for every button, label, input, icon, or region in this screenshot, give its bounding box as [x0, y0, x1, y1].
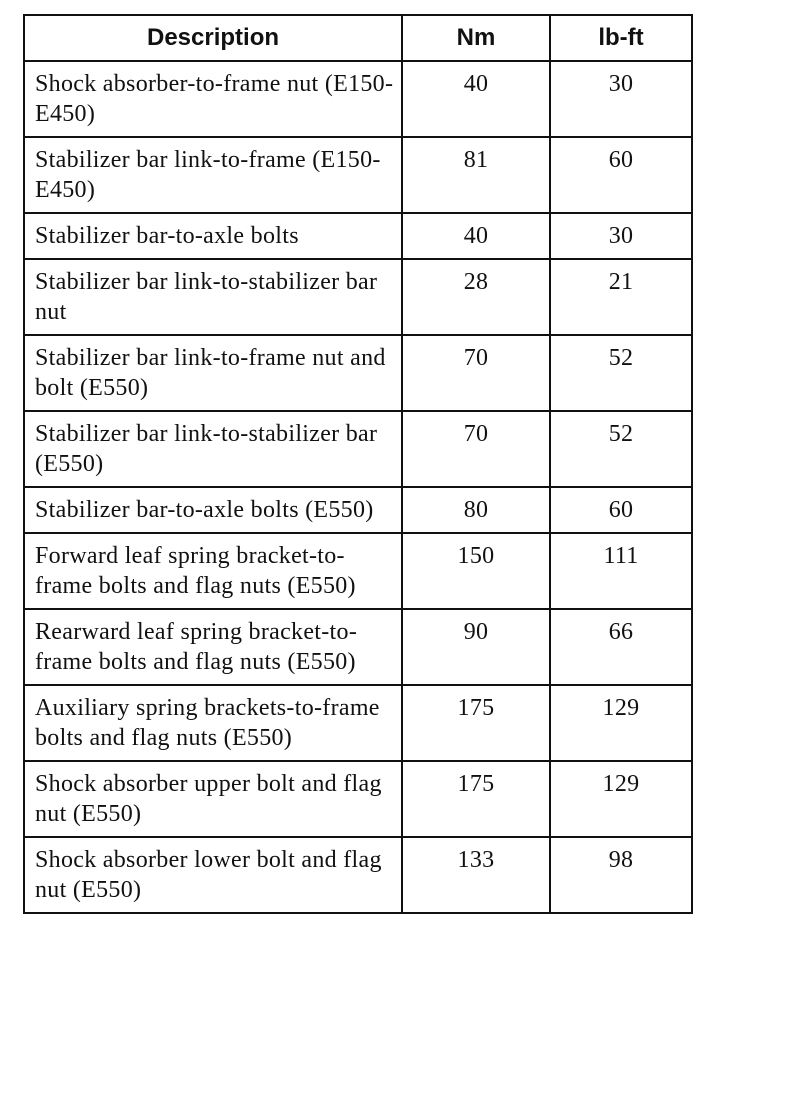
table-row [24, 837, 692, 913]
lbft-cell: 52 [550, 335, 692, 411]
nm-cell: 175 [402, 685, 550, 761]
nm-cell: 70 [402, 335, 550, 411]
nm-cell: 28 [402, 259, 550, 335]
description-cell: Stabilizer bar link-to-frame nut and bolt (E550) [24, 335, 402, 411]
nm-cell: 81 [402, 137, 550, 213]
lbft-cell: 60 [550, 137, 692, 213]
description-cell: Shock absorber upper bolt and flag nut (E550) [24, 761, 402, 837]
column-header-lbft: lb-ft [550, 15, 692, 61]
table-row [24, 761, 692, 837]
nm-cell: 40 [402, 61, 550, 137]
table-row [24, 685, 692, 761]
table-row [24, 335, 692, 411]
lbft-cell: 129 [550, 761, 692, 837]
column-header-nm: Nm [402, 15, 550, 61]
table-row [24, 487, 692, 533]
description-cell: Shock absorber-to-frame nut (E150-E450) [24, 61, 402, 137]
table-row [24, 533, 692, 609]
lbft-cell: 21 [550, 259, 692, 335]
table-row [24, 61, 692, 137]
torque-specifications-table [23, 14, 693, 914]
description-cell: Auxiliary spring brackets-to-frame bolts and flag nuts (E550) [24, 685, 402, 761]
nm-cell: 150 [402, 533, 550, 609]
lbft-cell: 30 [550, 213, 692, 259]
header-row [24, 15, 692, 61]
nm-cell: 40 [402, 213, 550, 259]
lbft-cell: 66 [550, 609, 692, 685]
lbft-cell: 30 [550, 61, 692, 137]
table-row [24, 213, 692, 259]
lbft-cell: 60 [550, 487, 692, 533]
table-row [24, 259, 692, 335]
description-cell: Stabilizer bar-to-axle bolts (E550) [24, 487, 402, 533]
table-row [24, 609, 692, 685]
nm-cell: 133 [402, 837, 550, 913]
description-cell: Rearward leaf spring bracket-to-frame bolts and flag nuts (E550) [24, 609, 402, 685]
column-header-description: Description [24, 15, 402, 61]
lbft-cell: 52 [550, 411, 692, 487]
nm-cell: 70 [402, 411, 550, 487]
description-cell: Stabilizer bar link-to-stabilizer bar (E550) [24, 411, 402, 487]
table-row [24, 411, 692, 487]
lbft-cell: 98 [550, 837, 692, 913]
description-cell: Stabilizer bar link-to-stabilizer bar nut [24, 259, 402, 335]
lbft-cell: 129 [550, 685, 692, 761]
table-row [24, 137, 692, 213]
nm-cell: 80 [402, 487, 550, 533]
description-cell: Forward leaf spring bracket-to-frame bolts and flag nuts (E550) [24, 533, 402, 609]
description-cell: Stabilizer bar-to-axle bolts [24, 213, 402, 259]
nm-cell: 175 [402, 761, 550, 837]
lbft-cell: 111 [550, 533, 692, 609]
description-cell: Shock absorber lower bolt and flag nut (E550) [24, 837, 402, 913]
nm-cell: 90 [402, 609, 550, 685]
description-cell: Stabilizer bar link-to-frame (E150-E450) [24, 137, 402, 213]
